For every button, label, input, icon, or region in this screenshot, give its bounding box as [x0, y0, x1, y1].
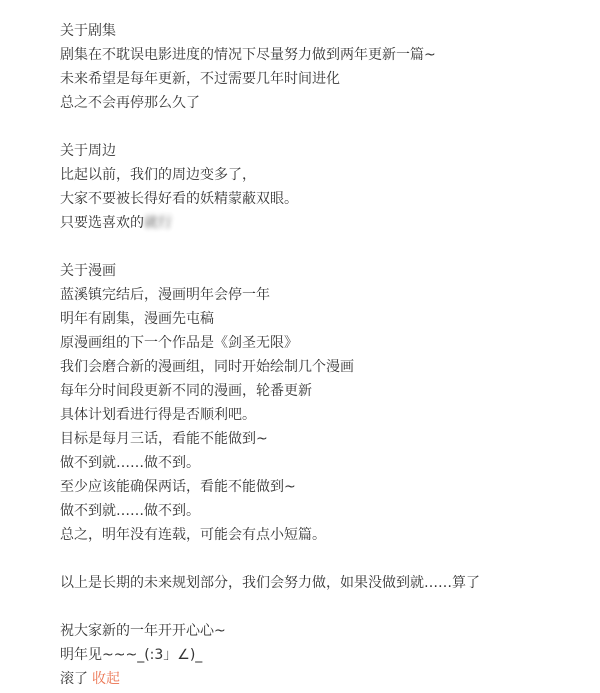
closing-text: 滚了 — [60, 671, 88, 687]
closing-line: 明年见~~~_(:3」∠)_ — [60, 647, 203, 663]
comic-line: 我们会磨合新的漫画组，同时开始绘制几个漫画 — [60, 359, 354, 375]
comic-line: 具体计划看进行得是否顺利吧。 — [60, 407, 256, 423]
paragraph-spacer — [60, 595, 590, 619]
comic-line: 至少应该能确保两话，看能不能做到~ — [60, 479, 296, 495]
drama-line: 总之不会再停那么久了 — [60, 95, 200, 111]
comic-line: 总之，明年没有连载，可能会有点小短篇。 — [60, 527, 326, 543]
comic-line: 每年分时间段更新不同的漫画，轮番更新 — [60, 383, 312, 399]
section-heading-comic: 关于漫画 — [60, 263, 116, 279]
comic-line: 做不到就……做不到。 — [60, 455, 200, 471]
section-heading-drama: 关于剧集 — [60, 23, 116, 39]
comic-line: 明年有剧集，漫画先屯稿 — [60, 311, 214, 327]
comic-line: 蓝溪镇完结后，漫画明年会停一年 — [60, 287, 270, 303]
collapse-link[interactable]: 收起 — [92, 671, 120, 687]
merch-line-visible-text: 只要选喜欢的 — [60, 215, 144, 231]
paragraph-spacer — [60, 115, 590, 139]
merch-line-partial — [60, 211, 590, 235]
drama-line: 剧集在不耽误电影进度的情况下尽量努力做到两年更新一篇~ — [60, 47, 436, 63]
paragraph-spacer — [60, 235, 590, 259]
summary-line: 以上是长期的未来规划部分，我们会努力做，如果没做到就……算了 — [60, 575, 480, 591]
merch-line: 比起以前，我们的周边变多了， — [60, 167, 256, 183]
comic-line: 做不到就……做不到。 — [60, 503, 200, 519]
closing-line-with-link — [60, 667, 590, 691]
section-heading-merch: 关于周边 — [60, 143, 116, 159]
comic-line: 原漫画组的下一个作品是《剑圣无限》 — [60, 335, 298, 351]
post-body — [60, 19, 590, 691]
closing-line: 祝大家新的一年开开心心~ — [60, 623, 226, 639]
paragraph-spacer — [60, 547, 590, 571]
merch-line-blurred-text: 就行 — [144, 215, 172, 231]
drama-line: 未来希望是每年更新，不过需要几年时间进化 — [60, 71, 340, 87]
merch-line: 大家不要被长得好看的妖精蒙蔽双眼。 — [60, 191, 298, 207]
comic-line: 目标是每月三话，看能不能做到~ — [60, 431, 268, 447]
